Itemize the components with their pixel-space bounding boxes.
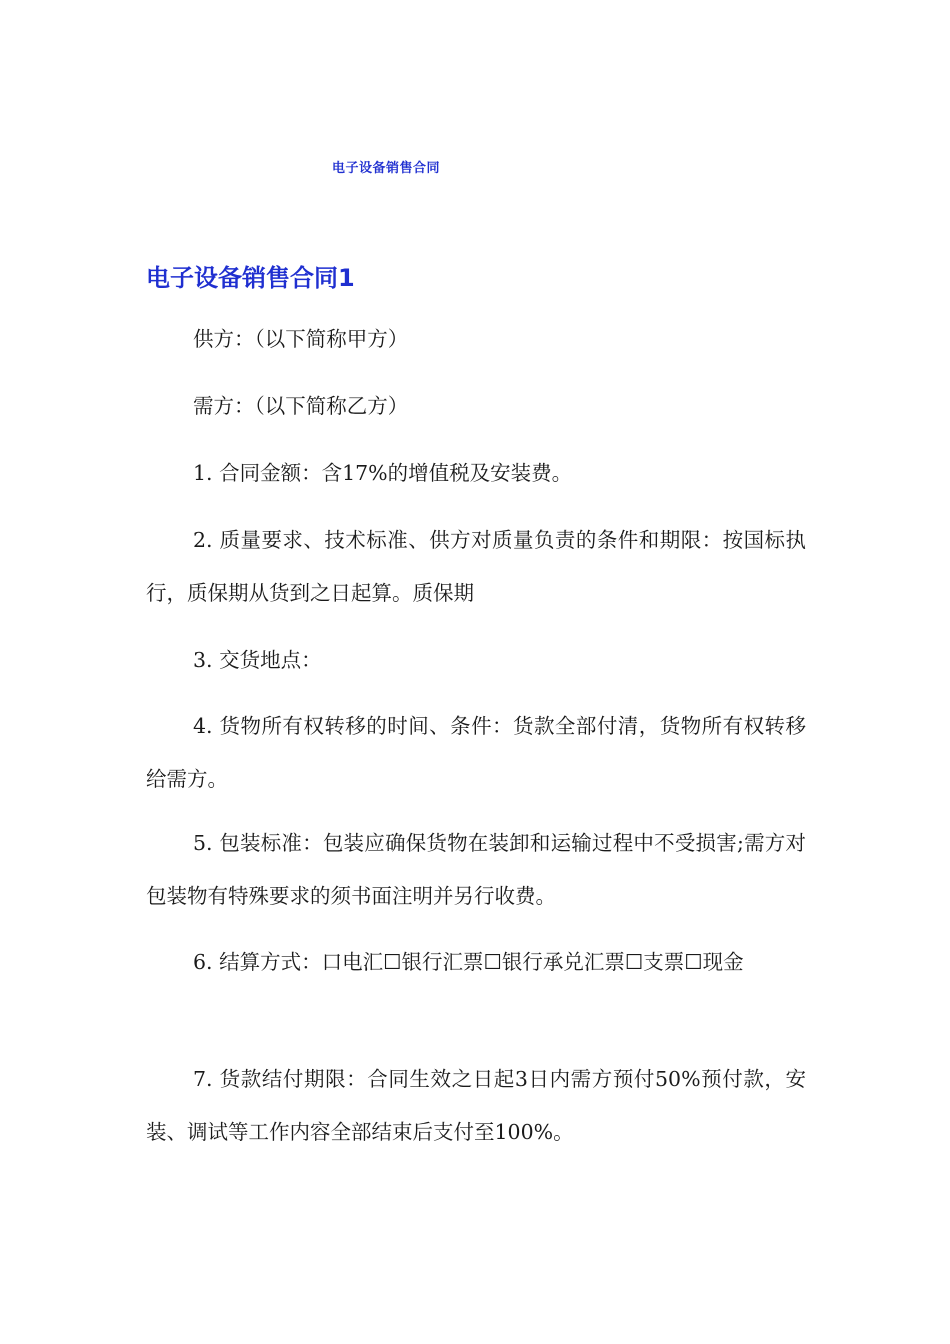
clause-delivery-location: 3. 交货地点： [193, 648, 322, 672]
running-header: 电子设备销售合同 [332, 161, 441, 176]
clause-packaging-standard: 5. 包装标准：包装应确保货物在装卸和运输过程中不受损害;需方对包装物有特殊要求的须书面注明并另行收费。 [146, 831, 806, 908]
clause-settlement-method: 6. 结算方式：口电汇☐银行汇票☐银行承兑汇票☐支票☐现金 [193, 950, 744, 974]
paragraph-block-8 [146, 936, 806, 989]
paragraph-block-6 [146, 700, 806, 806]
clause-quality-requirements: 2. 质量要求、技术标准、供方对质量负责的条件和期限：按国标执行，质保期从货到之日起算。质保期 [146, 528, 806, 605]
paragraph-block-7 [146, 817, 806, 923]
paragraph-block-9 [146, 1053, 806, 1159]
paragraph-block-1 [146, 313, 806, 366]
paragraph-block-3 [146, 447, 806, 500]
clause-payment-term: 7. 货款结付期限：合同生效之日起3日内需方预付50%预付款，安装、调试等工作内容全部结束后支付至100%。 [146, 1067, 806, 1144]
paragraph-block-4 [146, 514, 806, 620]
paragraph-block-5 [146, 634, 806, 687]
party-buyer: 需方：（以下简称乙方） [193, 394, 409, 418]
clause-ownership-transfer: 4. 货物所有权转移的时间、条件：货款全部付清，货物所有权转移给需方。 [146, 714, 806, 791]
paragraph-block-2 [146, 380, 806, 433]
party-supplier: 供方：（以下简称甲方） [193, 327, 409, 351]
document-title: 电子设备销售合同1 [146, 264, 355, 292]
clause-contract-amount: 1. 合同金额：含17%的增值税及安装费。 [193, 461, 573, 485]
